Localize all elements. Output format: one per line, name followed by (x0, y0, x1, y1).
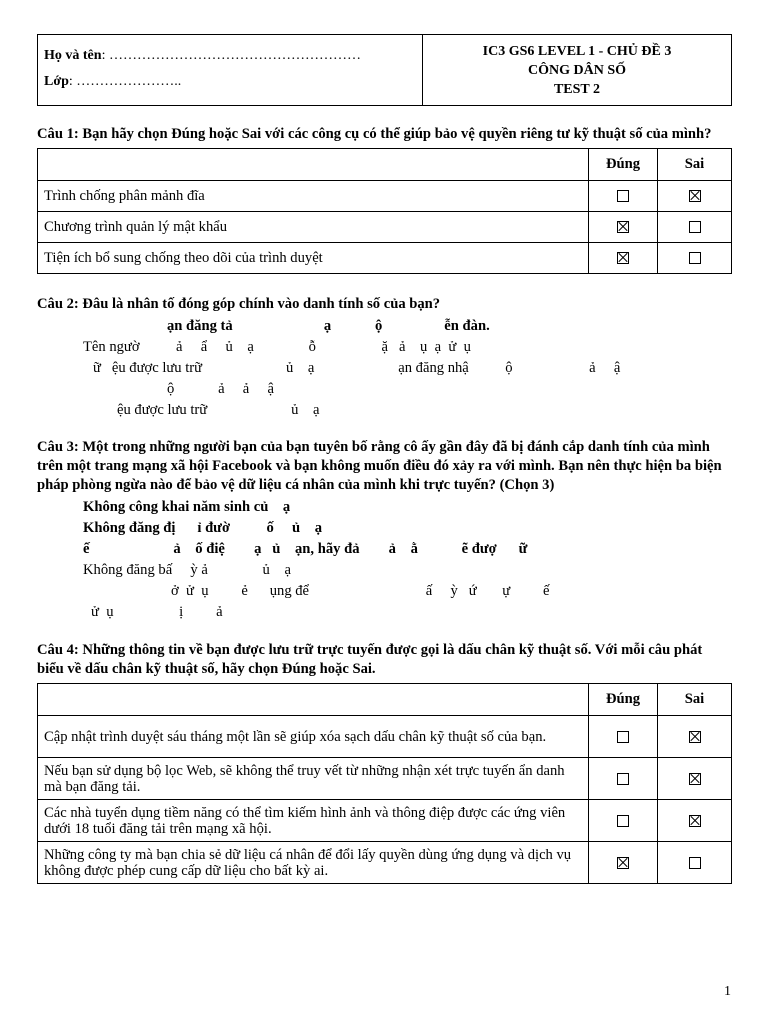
question-1-text: Câu 1: Bạn hãy chọn Đúng hoặc Sai với các công cụ có thể giúp bảo vệ quyền riêng tư kỹ thuật số của mình? (37, 126, 712, 142)
table-row (38, 181, 732, 212)
false-cell (658, 181, 732, 212)
q2-option-5: ệu được lưu trữ ủ ạ (117, 402, 320, 418)
false-header: Sai (658, 149, 732, 181)
true-cell (589, 716, 658, 758)
true-header: Đúng (589, 684, 658, 716)
table-row (38, 716, 732, 758)
checked-checkbox[interactable] (617, 221, 629, 233)
test-title (423, 35, 731, 105)
q3-option-6: ử ụ ị ả (91, 604, 223, 620)
question-4-text: Câu 4: Những thông tin về bạn được lưu trữ trực tuyến được gọi là dấu chân kỹ thuật số. Với mỗi câu phát biểu về dấu chân kỹ thuật số, hãy chọn Đúng hoặc Sai. (37, 642, 703, 677)
checked-checkbox[interactable] (689, 190, 701, 202)
checked-checkbox[interactable] (689, 773, 701, 785)
empty-checkbox[interactable] (617, 731, 629, 743)
name-field[interactable]: : ……………………………………………… (101, 48, 361, 63)
empty-checkbox[interactable] (689, 252, 701, 264)
checked-checkbox[interactable] (689, 815, 701, 827)
q3-option-4: Không đăng bấ ỳ ả ủ ạ (83, 562, 291, 578)
false-cell (658, 243, 732, 274)
name-label: Họ và tên (44, 48, 102, 63)
title-line-3: TEST 2 (553, 82, 601, 97)
true-cell (589, 842, 658, 884)
question-2-text: Câu 2: Đâu là nhân tố đóng góp chính vào danh tính số của bạn? (37, 296, 441, 312)
true-cell (589, 800, 658, 842)
empty-checkbox[interactable] (617, 815, 629, 827)
false-cell (658, 842, 732, 884)
question-2-options (37, 316, 732, 421)
class-line (44, 69, 416, 95)
empty-checkbox[interactable] (689, 221, 701, 233)
title-line-1: IC3 GS6 LEVEL 1 - CHỦ ĐỀ 3 (482, 44, 672, 59)
checked-checkbox[interactable] (689, 731, 701, 743)
false-header: Sai (658, 684, 732, 716)
worksheet-page (37, 34, 732, 884)
question-4-table (37, 683, 732, 884)
empty-checkbox[interactable] (689, 857, 701, 869)
q3-option-1: Không công khai năm sinh củ ạ (83, 499, 291, 515)
false-cell (658, 716, 732, 758)
table-row (38, 842, 732, 884)
empty-checkbox[interactable] (617, 773, 629, 785)
false-cell (658, 758, 732, 800)
q3-option-5: ở ử ụ ẻ ụng để ấ ỳ ứ ự ế (171, 583, 550, 599)
table-row (38, 758, 732, 800)
q2-option-4: ộ ả ả ậ (167, 381, 274, 397)
name-line (44, 43, 416, 69)
title-line-2: CÔNG DÂN SỐ (527, 63, 626, 78)
true-cell (589, 181, 658, 212)
true-cell (589, 758, 658, 800)
class-field[interactable]: : ………………….. (68, 74, 182, 89)
false-cell (658, 800, 732, 842)
checked-checkbox[interactable] (617, 857, 629, 869)
statement-header (38, 684, 589, 716)
question-3-text: Câu 3: Một trong những người bạn của bạn tuyên bố rằng cô ấy gần đây đã bị đánh cắp danh tính của mình trên một trang mạng xã hội Facebook và bạn không muốn điều đó xảy ra với mình. Bạn nên thực hiện ba biện pháp phòng ngừa nào để bảo vệ dữ liệu cá nhân của mình khi trực tuyến? (Chọn 3) (37, 439, 722, 493)
table-header-row (38, 684, 732, 716)
student-info (38, 35, 423, 105)
question-3-options (37, 497, 732, 623)
true-header: Đúng (589, 149, 658, 181)
statement-cell: Những công ty mà bạn chia sẻ dữ liệu cá nhân để đổi lấy quyền dùng ứng dụng và dịch vụ không được phép cung cấp dữ liệu cho bất kỳ ai. (38, 842, 589, 884)
page-number: 1 (724, 984, 731, 999)
true-cell (589, 243, 658, 274)
table-row (38, 212, 732, 243)
table-header-row (38, 149, 732, 181)
q2-option-3: ữ ệu được lưu trữ ủ ạ ạn đăng nhậ ộ ả ậ (93, 360, 621, 376)
statement-cell: Chương trình quản lý mật khẩu (38, 212, 589, 243)
statement-cell: Nếu bạn sử dụng bộ lọc Web, sẽ không thể truy vết từ những nhận xét trực tuyến ẩn danh mà bạn đăng tải. (38, 758, 589, 800)
q3-option-3: ế ả ố điệ ạ ủ ạn, hãy đả ả ằ ẽ đượ ữ (83, 541, 528, 557)
question-1-table (37, 148, 732, 274)
statement-cell: Trình chống phân mảnh đĩa (38, 181, 589, 212)
table-row (38, 243, 732, 274)
table-row (38, 800, 732, 842)
empty-checkbox[interactable] (617, 190, 629, 202)
class-label: Lớp (44, 74, 69, 89)
q3-option-2: Không đăng đị ỉ đườ ố ủ ạ (83, 520, 323, 536)
q2-option-1: ạn đăng tả ạ ộ ễn đàn. (167, 318, 490, 334)
header-box (37, 34, 732, 106)
statement-header (38, 149, 589, 181)
checked-checkbox[interactable] (617, 252, 629, 264)
statement-cell: Các nhà tuyển dụng tiềm năng có thể tìm kiếm hình ảnh và thông điệp được các ứng viên dưới 18 tuổi đăng tải trên mạng xã hội. (38, 800, 589, 842)
statement-cell: Tiện ích bổ sung chống theo dõi của trình duyệt (38, 243, 589, 274)
true-cell (589, 212, 658, 243)
q2-option-2: Tên ngườ ả ẩ ủ ạ ỗ ặ ả ụ ạ ử ụ (83, 339, 471, 355)
statement-cell: Cập nhật trình duyệt sáu tháng một lần sẽ giúp xóa sạch dấu chân kỹ thuật số của bạn. (38, 716, 589, 758)
false-cell (658, 212, 732, 243)
